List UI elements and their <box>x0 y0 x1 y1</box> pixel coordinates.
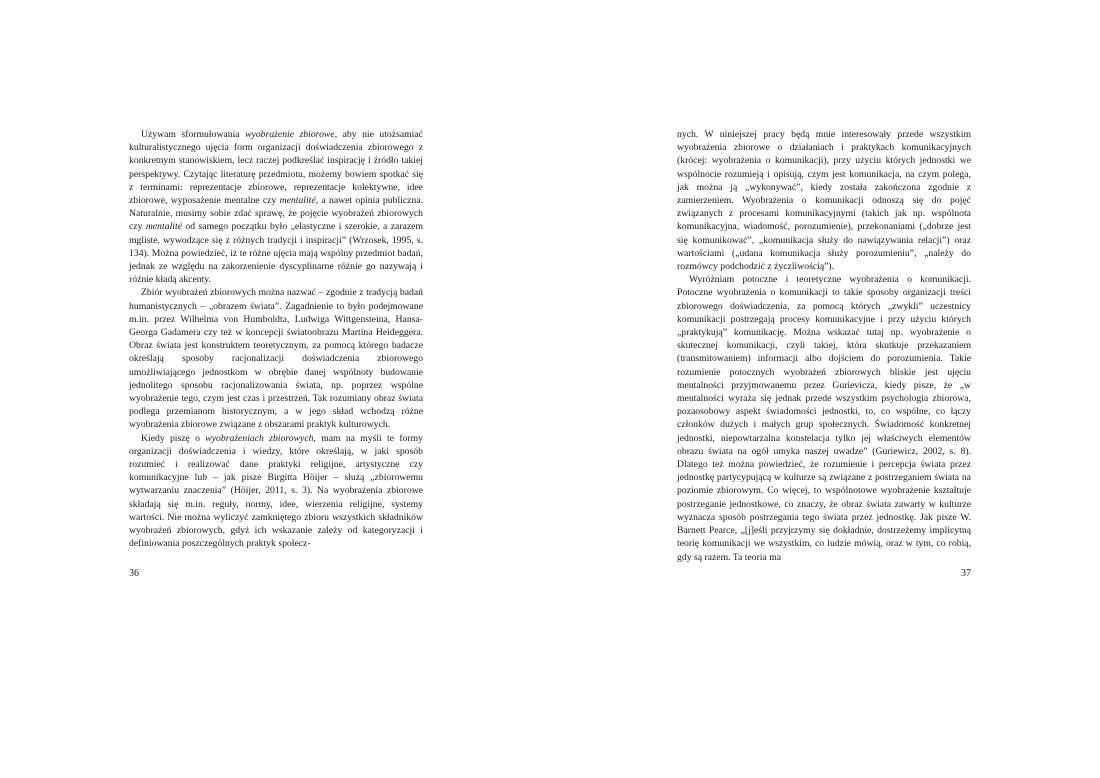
text-run: Kiedy piszę o <box>141 432 206 444</box>
left-page-body <box>129 128 423 551</box>
right-page <box>677 128 971 564</box>
text-run: Wyróżniam potoczne i teoretyczne wyobrażenia o komunikacji. Potoczne wyobrażenia o komunikacji to takie sposoby organizacji treści zbiorowego doświadczenia, za pomocą których „zwykli” uczestnicy komunikacji postrzegają procesy komunikacyjne i przy użyciu których „praktykują” komunikację. Można wskazać tutaj np. wyobrażenie o skutecznej komunikacji, czyli takiej, która skutkuje przekazaniem (transmitowaniem) informacji albo dojściem do porozumienia. Takie rozumienie potocznych wyobrażeń zbiorowych bliskie jest ujęciu mentalności przyjmowanemu przez Gurievicza, kiedy pisze, że „w mentalności wyraża się jednak przede wszystkim psychologia zbiorowa, pozaosobowy aspekt świadomości jednostki, to, co wspólne, co łączy członków dużych i małych grup społecznych. Świadomość konkretnej jednostki, niepowtarzalna konstelacja tylko jej właściwych elementów obrazu świata na ogół umyka naszej uwadze” (Guriewicz, 2002, s. 8). Dlatego też można powiedzieć, że rozumienie i percepcja świata przez jednostkę partycypującą w kulturze są związane z postrzeganiem świata na poziomie zbiorowym. Co więcej, to wspólnotowe wyobrażenie kształtuje postrzeganie jednostkowe, co znaczy, że obraz świata zawarty w kulturze wyznacza sposób postrzegania tego świata przez jednostkę. Jak pisze W. Barnett Pearce, „[j]eśli przyjrzymy się dokładnie, dostrzeżemy implicytną teorię komunikacji we wszystkim, co ludzie mówią, oraz w tym, co robią, gdy są razem. Ta teoria ma <box>677 274 971 563</box>
left-paragraph <box>129 128 423 286</box>
left-paragraph <box>129 286 423 431</box>
right-page-body <box>677 128 971 564</box>
italic-term: wyobrażenie zbiorowe <box>245 129 335 140</box>
right-page-number: 37 <box>961 568 971 579</box>
text-run: , aby nie utożsamiać kulturalistycznego ujęcia form organizacji doświadczenia zbiorowego z konkretnym stanowiskiem, lecz raczej podkreślać inspirację i źródło takiej perspektywy. Czytając literaturę przedmiotu, możemy bowiem spotkać się z terminami: reprezentacje zbiorowe, reprezentacje kolektywne, idee zbiorowe, wyposażenie mentalne czy <box>129 129 423 207</box>
text-run: , a nawet opinia publiczna. Naturalnie, musimy sobie zdać sprawę, że pojęcie wyobrażeń zbiorowych czy <box>129 195 423 233</box>
left-page <box>129 128 423 551</box>
right-paragraph <box>677 128 971 273</box>
text-run: Zbiór wyobrażeń zbiorowych można nazwać – zgodnie z tradycją badań humanistycznych – „obrazem świata”. Zagadnienie to było podejmowane m.in. przez Wilhelma von Humboldta, Ludwiga Wittgensteina, Hansa-Georga Gadamera czy też w koncepcji światoobrazu Martina Heideggera. Obraz świata jest konstruktem teoretycznym, za pomocą którego badacze określają sposoby racjonalizacji doświadczenia zbiorowego umożliwiającego jednostkom w obrębie danej wspólnoty budowanie jednolitego sposobu racjonalizowania świata, np. poprzez wspólne wyobrażenie tego, czym jest czas i przestrzeń. Tak rozumiany obraz świata podlega przemianom historycznym, a w jego skład wchodzą różne wyobrażenia zbiorowe związane z obszarami praktyk kulturowych. <box>129 287 423 431</box>
left-paragraph <box>129 432 423 551</box>
italic-term: wyobrażeniach zbiorowych <box>205 432 314 444</box>
text-run: , mam na myśli te formy organizacji doświadczenia i wiedzy, które określają, w jaki sposób rozumieć i realizować dane praktyki religijne, artystyczne czy komunikacyjne lub – jak pisze Birgitta Höijer – służą „zbiorowemu wytwarzaniu znaczenia” (Höijer, 2011, s. 3). Na wyobrażenia zbiorowe składają się m.in. reguły, normy, idee, wierzenia religijne, systemy wartości. Nie można wyliczyć zamkniętego zbioru wszystkich składników wyobrażeń zbiorowych, gdyż ich wskazanie zależy od kategoryzacji i definiowania poszczególnych praktyk społecz- <box>129 432 423 550</box>
right-paragraph <box>677 273 971 563</box>
italic-term: mentalité <box>279 195 316 207</box>
italic-term: mentalité <box>145 221 182 233</box>
left-page-number: 36 <box>129 568 139 579</box>
text-run: Używam sformułowania <box>141 129 246 140</box>
text-run: nych. W niniejszej pracy będą mnie interesowały przede wszystkim wyobrażenia zbiorowe o działaniach i praktykach komunikacyjnych (krócej: wyobrażenia o komunikacji), przy użyciu których jednostki we wspólnocie rozumieją i opisują, czym jest komunikacja, na czym polega, jak można ją „wykonywać”, kiedy została zakończona zgodnie z zamierzeniem. Wyobrażenia o komunikacji odnoszą się do pojęć związanych z procesami komunikacyjnymi (takich jak np. wspólnota komunikacyjna, wiadomość, porozumienie), przekonaniami („dobrze jest się komunikować”, „komunikacja służy do nawiązywania relacji”) oraz wartościami („udana komunikacja służy porozumieniu”, „należy do rozmówcy podchodzić z życzliwością”). <box>677 129 971 273</box>
text-run: od samego początku było „elastyczne i szerokie, a zarazem mgliste, wywodzące się z różnych tradycji i inspiracji” (Wrzosek, 1995, s. 134). Można powiedzieć, iż te różne ujęcia mają wspólny przedmiot badań, jednak ze względu na zakorzenienie dyscyplinarne różnie go nazywają i różnie kładą akcenty. <box>129 221 423 286</box>
